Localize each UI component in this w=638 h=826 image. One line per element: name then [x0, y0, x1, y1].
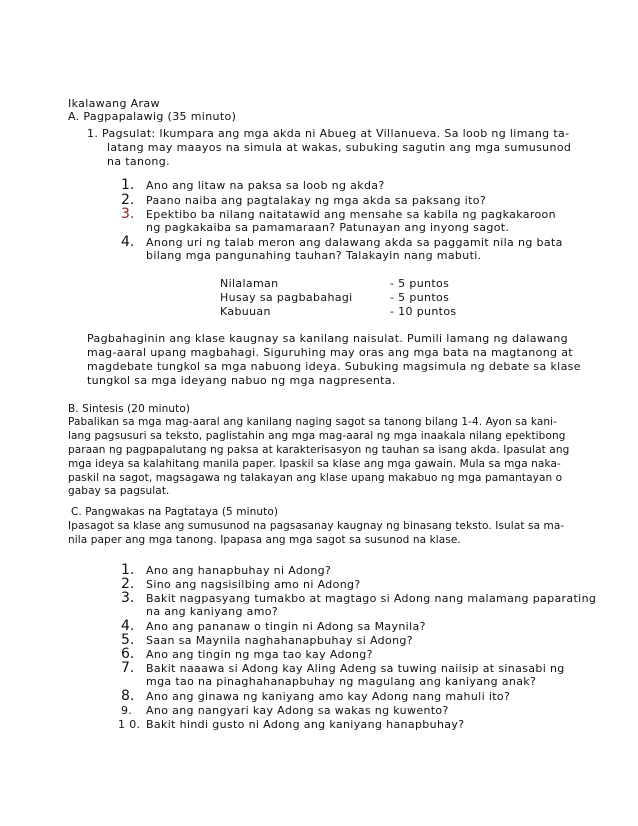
section-a-item1-line: na tanong.	[107, 155, 170, 168]
section-b-title: B. Sintesis (20 minuto)	[68, 403, 191, 415]
question-number: 3.	[121, 590, 135, 606]
question-text: Epektibo ba nilang naitatawid ang mensahe sa kabila ng pagkakaroon	[146, 208, 556, 221]
question-text: Ano ang ginawa ng kaniyang amo kay Adong nang mahuli ito?	[146, 690, 511, 703]
question-number: 1 0.	[118, 718, 141, 731]
question-number: 2.	[121, 576, 135, 592]
section-b-line: Pabalikan sa mga mag-aaral ang kanilang naging sagot sa tanong bilang 1-4. Ayon sa kani-	[68, 416, 558, 428]
question-number: 1.	[121, 177, 135, 193]
question-number: 7.	[121, 660, 135, 676]
section-a-item1-line: latang may maayos na simula at wakas, subuking sagutin ang mga sumusunod	[107, 141, 572, 154]
rubric-score: - 5 puntos	[390, 277, 450, 290]
section-b-line: paskil na sagot, magsagawa ng talakayan ang klase upang makabuo ng mga pamantayan o	[68, 472, 563, 484]
question-text: bilang mga pangunahing tauhan? Talakayin nang mabuti.	[146, 249, 482, 262]
rubric-label: Husay sa pagbabahagi	[220, 291, 353, 304]
section-c-line: Ipasagot sa klase ang sumusunod na pagsasanay kaugnay ng binasang teksto. Isulat sa ma-	[68, 520, 565, 532]
question-text: Paano naiba ang pagtalakay ng mga akda sa paksang ito?	[146, 194, 487, 207]
question-text: Ano ang nangyari kay Adong sa wakas ng kuwento?	[146, 704, 449, 717]
question-text: Bakit nagpasyang tumakbo at magtago si Adong nang malamang paparating	[146, 592, 597, 605]
rubric-score: - 5 puntos	[390, 291, 450, 304]
question-text: Ano ang litaw na paksa sa loob ng akda?	[146, 179, 385, 192]
question-text: Saan sa Maynila naghahanapbuhay si Adong?	[146, 634, 413, 647]
question-text: Ano ang pananaw o tingin ni Adong sa Maynila?	[146, 620, 426, 633]
section-c-line: nila paper ang mga tanong. Ipapasa ang mga sagot sa susunod na klase.	[68, 534, 461, 546]
section-b-line: lang pagsusuri sa teksto, paglistahin ang mga mag-aaral ng mga inaakala nilang epektibong	[68, 430, 566, 442]
section-b-line: paraan ng pagpapalutang ng paksa at karakterisasyon ng tauhan sa isang akda. Ipasulat ang	[68, 444, 570, 456]
section-a-paragraph-line: mag-aaral upang magbahagi. Siguruhing may oras ang mga bata na magtanong at	[87, 346, 573, 359]
question-text: Anong uri ng talab meron ang dalawang akda sa paggamit nila ng bata	[146, 236, 563, 249]
section-b-line: mga ideya sa kalahitang manila paper. Ipaskil sa klase ang mga gawain. Mula sa mga naka-	[68, 458, 561, 470]
question-number: 4.	[121, 234, 135, 250]
question-number: 8.	[121, 688, 135, 704]
section-c-title: C. Pangwakas na Pagtataya (5 minuto)	[71, 506, 279, 518]
rubric-score: - 10 puntos	[390, 305, 457, 318]
question-number: 2.	[121, 192, 135, 208]
rubric-label: Kabuuan	[220, 305, 271, 318]
question-text: Sino ang nagsisilbing amo ni Adong?	[146, 578, 361, 591]
page-heading: Ikalawang Araw	[68, 97, 160, 110]
question-number: 5.	[121, 632, 135, 648]
question-text: Bakit naaawa si Adong kay Aling Adeng sa tuwing naiisip at sinasabi ng	[146, 662, 565, 675]
section-a-item1-line: 1. Pagsulat: Ikumpara ang mga akda ni Abueg at Villanueva. Sa loob ng limang ta-	[87, 127, 570, 140]
question-text: ng pagkakaiba sa pamamaraan? Patunayan ang inyong sagot.	[146, 221, 510, 234]
rubric-label: Nilalaman	[220, 277, 279, 290]
section-a-paragraph-line: tungkol sa mga ideyang nabuo ng mga nagpresenta.	[87, 374, 396, 387]
section-a-paragraph-line: magdebate tungkol sa mga nabuong ideya. Subuking magsimula ng debate sa klase	[87, 360, 581, 373]
question-number: 1.	[121, 562, 135, 578]
question-text: mga tao na pinaghahanapbuhay ng magulang ang kaniyang anak?	[146, 675, 537, 688]
question-text: Ano ang hanapbuhay ni Adong?	[146, 564, 332, 577]
section-a-paragraph-line: Pagbahaginin ang klase kaugnay sa kanilang naisulat. Pumili lamang ng dalawang	[87, 332, 568, 345]
question-text: na ang kaniyang amo?	[146, 605, 279, 618]
question-text: Bakit hindi gusto ni Adong ang kaniyang hanapbuhay?	[146, 718, 465, 731]
question-number: 6.	[121, 646, 135, 662]
question-number: 3.	[121, 206, 135, 222]
question-number: 9.	[121, 704, 133, 717]
section-a-title: A. Pagpapalawig (35 minuto)	[68, 110, 237, 123]
section-b-line: gabay sa pagsulat.	[68, 485, 170, 497]
question-number: 4.	[121, 618, 135, 634]
question-text: Ano ang tingin ng mga tao kay Adong?	[146, 648, 373, 661]
